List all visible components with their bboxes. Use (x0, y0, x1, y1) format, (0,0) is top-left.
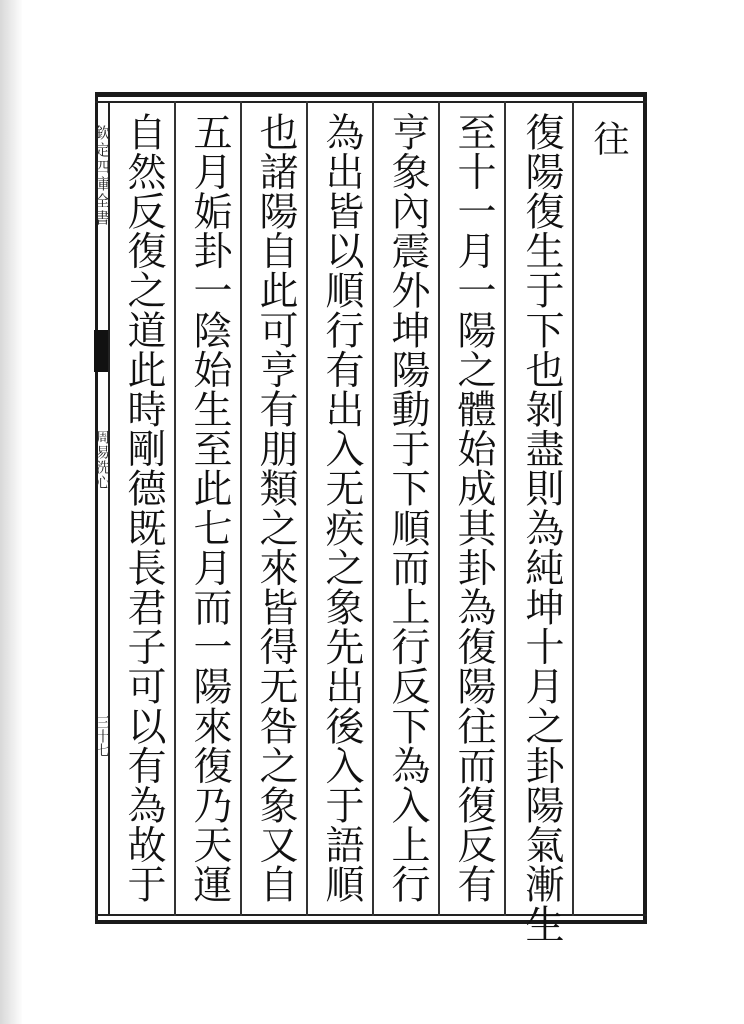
column-rule (504, 101, 506, 916)
text-column-6: 五月姤卦一陰始生至此七月而一陽來復乃天運 (187, 112, 232, 904)
margin-page-number: 三十七 (94, 715, 110, 757)
column-head-char: 往 (588, 120, 629, 156)
margin-header: 欽定四庫全書 (93, 125, 111, 227)
text-column-1: 復陽復生于下也剝盡則為純坤十月之卦陽氣漸生 (519, 112, 564, 944)
column-rule (306, 101, 308, 916)
column-rule (174, 101, 176, 916)
column-rule (438, 101, 440, 916)
column-rule (372, 101, 374, 916)
text-column-5: 也諸陽自此可亨有朋類之來皆得无咎之象又自 (253, 112, 298, 904)
column-rule (572, 101, 574, 916)
text-column-2: 至十一月一陽之體始成其卦為復陽往而復反有 (451, 112, 496, 904)
text-column-4: 為出皆以順行有出入无疾之象先出後入于語順 (319, 112, 364, 904)
text-column-7: 自然反復之道此時剛德既長君子可以有為故于 (121, 112, 166, 904)
inner-top-rule (95, 101, 647, 103)
fishtail-mark (94, 330, 108, 372)
margin-book-title: 周易洗心 (94, 430, 110, 490)
column-rule (240, 101, 242, 916)
page-edge (0, 0, 22, 1024)
text-column-3: 亨象內震外坤陽動于下順而上行反下為入上行 (385, 112, 430, 904)
